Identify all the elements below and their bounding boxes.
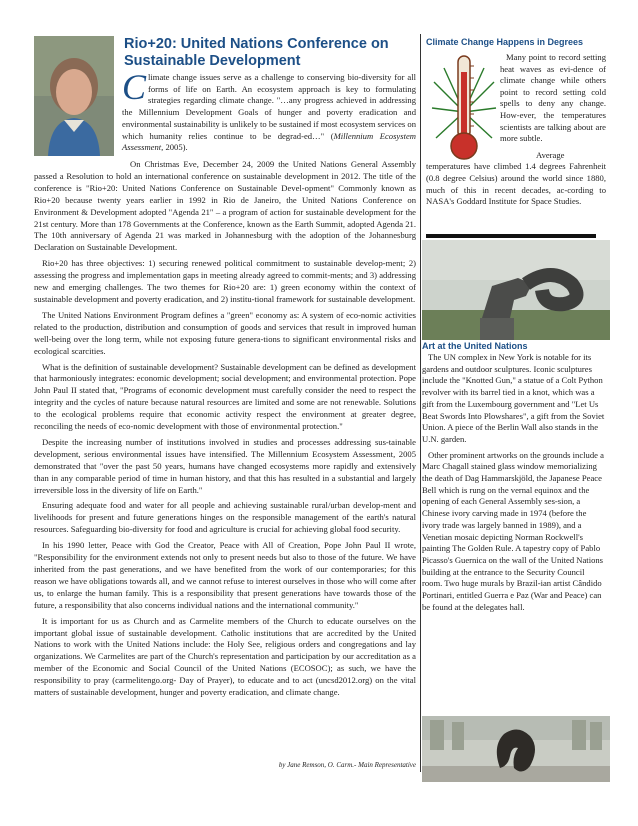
body-paragraph: The United Nations Environment Program defines a "green" economy as: A system of eco-nomic activities related to the production, distribution and consumption of goods and services that result in improved human well-being over the long term, while not exposing future genera-tions to significant environmental risks and ecological scarcities.	[34, 309, 416, 356]
art-paragraph: Other prominent artworks on the grounds include a Marc Chagall stained glass window memorializing the death of Dag Hammarskjöld, the Japanese Peace Bell which is rung on the vernal equinox and the opening of each General Assembly ses-sion, a Chinese ivory carving made in 1974 (before the ivory trade was largely banned in 1989), and a Venetian mosaic depicting Norman Rockwell's painting The Golden Rule. A tapestry copy of Pablo Picasso's Guernica on the wall of the United Nations building at the entrance to the Security Council room. Two huge murals by Brazil-ian artist Cândido Portinari, entitled Guerra e Paz (War and Peace) can be found at the delegates hall.	[422, 449, 604, 612]
climate-paragraph: Many point to record setting heat waves as evi-dence of climate change while others point to record setting cold spells to deny any change. How-ever, the temperatures scientists are talking about are more subtle.	[500, 52, 606, 144]
byline: by Jane Remson, O. Carm.- Main Representative	[278, 761, 416, 769]
body-paragraph: Despite the increasing number of institutions involved in studies and processes addressing sus-tainable development, serious environmental issues have intensified. The Millennium Ecosystem Assessment, 2005 demonstrated that "over the past 50 years, humans have changed ecosystems more rapidly and extensively than in any comparable period of time in human history, and that this has resulted in a substantial and largely irreversible loss in the diversity of life on Earth."	[34, 436, 416, 495]
body-paragraph: What is the definition of sustainable development? Sustainable development can be defined as development that harmoniously integrates: economic development; social development; and environmental protection. Pope John Paul II stated that, "Programs of economic development must carefully consider the need to respect the integrity and the cycles of nature because natural resources are limited and some are not renewable. Solutions to the ecological problems require that economic activity respect the environment at greater degree, reconciling the needs of eco-nomic development with those of environmental protection."	[34, 361, 416, 432]
sidebar-separator	[426, 234, 596, 238]
intro-citation: Millennium Ecosystem Assessment	[122, 130, 416, 153]
article-intro	[122, 67, 416, 154]
intro-text: limate change issues serve as a challenge to conserving bio-diversity for all forms of life on Earth. An ecosystem approach is key to formulating strategies regarding climate change. "…any progress achieved in addressing the Millennium Development Goals of hunger and poverty eradication and environmental sustainability is unlikely to be sustained if most ecosystem services on which humanity relies continue to be degrad-ed…" (	[122, 72, 416, 141]
article-body	[34, 159, 416, 703]
body-paragraph: It is important for us as Church and as Carmelite members of the Church to educate ourselves on the important global issue of sustainable development. Catholic institutions that are accredited by the United Nations to work with the United Nations include: the Holy See, religious orders and congregations and lay organizations. We Carmelites are part of the Church's representation and participation by our accreditation as a member of the Economic and Social Council of the United Nations (ECOSOC); as such, we have the responsibility to pray (carmelitengo.org- Day of Prayer), to educate and to act (uncsd2012.org) on the vital matters of sustainable development, hunger and poverty eradication, and climate change.	[34, 615, 416, 698]
intro-after: , 2005).	[161, 142, 188, 153]
thermometer-icon	[430, 52, 498, 164]
climate-paragraph: Average temperatures have climbed 1.4 degrees Fahrenheit (0.8 degree Celsius) around the world since 1880, much of this in recent decades, ac-cording to NASA's Goddard Institute for Space Studies.	[426, 149, 606, 207]
article-title: Rio+20: United Nations Conference on Sustainable Development	[124, 36, 389, 69]
knotted-gun-photo	[422, 240, 610, 340]
art-sidebar-title: Art at the United Nations	[422, 341, 528, 351]
climate-sidebar-title: Climate Change Happens in Degrees	[426, 37, 584, 47]
art-sidebar-text	[422, 352, 606, 617]
author-photo	[34, 36, 114, 156]
body-paragraph: In his 1990 letter, Peace with God the Creator, Peace with All of Creation, Pope John Paul II wrote, "Responsibility for the environment extends not only to present needs but also to those of the future. We have inherited from the past generations, and we have benefited from the work of our contemporaries; for this reason we have obligations towards all, and we cannot refuse to interest ourselves in those who will come after us, to enlarge the human family. This is a responsibility that present generations have towards those of the future, a responsibility that also concerns individual nations and the international community."	[34, 540, 416, 610]
art-paragraph: The UN complex in New York is notable for its gardens and outdoor sculptures. Iconic sculptures include the "Knotted Gun," a statue of a Colt Python revolver with its barrel tied in a knot, which was a gift from the Luxembourg government and "Let Us Beat Swords Into Plowshares", a gift from the Soviet Union. A piece of the Berlin Wall also stands in the U.N. garden.	[422, 352, 605, 444]
sculpture-photo	[422, 716, 610, 782]
body-paragraph: Ensuring adequate food and water for all people and achieving sustainable rural/urban develop-ment and livelihoods for present and future generations hinges on the responsible management of the earth's natural resources. Safeguarding bio-diversity for food and agriculture is crucial for achieving global food security.	[34, 500, 416, 535]
body-paragraph: Rio+20 has three objectives: 1) securing renewed political commitment to sustainable develop-ment; 2) assessing the progress and implementation gaps in meeting already agreed to commit-ments; and 3) addressing new and emerging challenges. The two themes for Rio+20 are: 1) green economy within the context of sustainable development and poverty eradication, and 2) institu-tional framework for sustainable development.	[34, 258, 416, 304]
column-divider	[420, 34, 421, 772]
body-paragraph: On Christmas Eve, December 24, 2009 the United Nations General Assembly passed a Resolution to hold an international conference on sustainable development in 2012. The title of the conference is "Rio+20: United Nations Conference on Sustainable Devel-opment" Commonly known as Rio+20 because twenty years earlier in 1992 in Rio de Janeiro, the United Nations Conference on Environment & Development adopted "Agenda 21" – a program of action for sustainable development for the 21st century. More than 178 Governments at the Conference, known as the Earth Summit, adopted Agenda 21. The 10th anniversary of Agenda 21 was marked in Johannesburg with the adoption of the Johannesburg Declaration on Sustainable Development.	[34, 159, 416, 253]
drop-cap: C	[122, 67, 147, 107]
